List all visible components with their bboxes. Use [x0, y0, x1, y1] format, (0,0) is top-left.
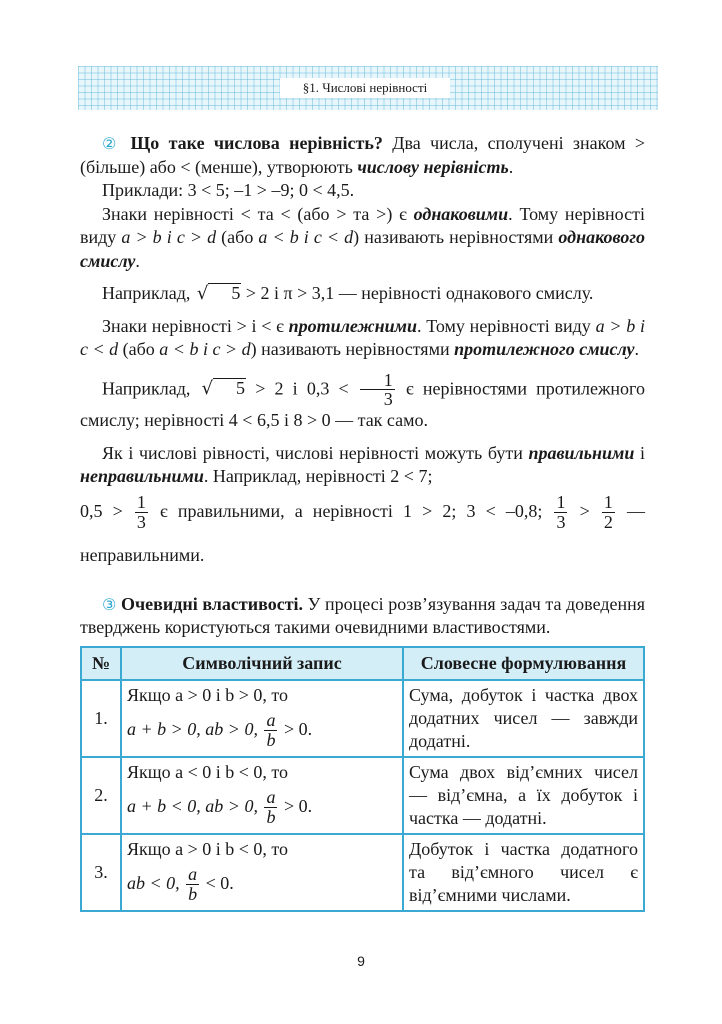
paragraph-obvious-properties: ③ Очевидні властивості. У процесі розв’язування задач та доведення тверджень користуються такими очевидними властивостями. [80, 593, 646, 638]
column-header-symbolic: Символічний запис [121, 647, 403, 680]
symbolic-cell: Якщо a > 0 і b > 0, то a + b > 0, ab > 0, $\frac{a}{b}$ > 0. [121, 680, 403, 757]
properties-heading: Очевидні властивості. [121, 593, 304, 614]
section-number-3-icon: ③ [102, 594, 117, 614]
verbal-cell: Сума двох від’ємних чисел — від’ємна, а їх добуток і частка — додатні. [403, 757, 644, 834]
example-same-sense: Наприклад, √ 5 > 2 і π > 3,1 — нерівності однакового смислу. [102, 283, 594, 304]
fraction-one-third: $\frac{1}{3}$ [360, 371, 395, 410]
symbolic-cell: Якщо a > 0 і b < 0, то ab < 0, $\frac{a}{b}$ < 0. [121, 834, 403, 911]
sqrt-sign-icon: √ [196, 283, 209, 304]
verbal-cell: Добуток і частка додатного та від’ємного чисел є від’ємними числами. [403, 834, 644, 911]
example-opposite-sense: Наприклад, √ 5 > 2 і 0,3 < $\frac{1}{3}$ є нерівностями протилежного смислу; нерівності 4 < 6,5 і 8 > 0 — так само. [80, 369, 645, 431]
section-number-2-icon: ② [102, 134, 122, 153]
page-number: 9 [357, 953, 365, 969]
paragraph-numeric-inequality: ② Що таке числова нерівність? Два числа, сполучені знаком > (більше) або < (менше), утворюють числову нерівність. [80, 133, 646, 177]
column-header-number: № [81, 647, 121, 680]
verbal-cell: Сума, добуток і частка двох додатних чисел — завжди додатні. [403, 680, 644, 757]
question-heading: Що таке числова нерівність? [130, 133, 383, 153]
paragraph-true-false: Як і числові рівності, числові нерівності можуть бути правильними і неправильними. Наприклад, нерівності 2 < 7; [80, 442, 645, 487]
column-header-verbal: Словесне формулювання [403, 647, 644, 680]
term-numeric-inequality: числову нерівність [357, 156, 509, 177]
sqrt-sign-icon: √ [201, 378, 214, 400]
symbolic-cell: Якщо a < 0 і b < 0, то a + b < 0, ab > 0, $\frac{a}{b}$ > 0. [121, 757, 403, 834]
paragraph-same-sense: Знаки нерівності < та < (або > та >) є однаковими. Тому нерівності виду a > b і c > d (або a < b і c < d) називають нерівностями однакового смислу. [80, 203, 645, 271]
page-content [80, 132, 645, 912]
table-header-row [81, 647, 644, 680]
examples-line: Приклади: 3 < 5; –1 > –9; 0 < 4,5. [102, 180, 355, 200]
table-row: 3. Якщо a > 0 і b < 0, то ab < 0, $\frac{a}{b}$ < 0. Добуток і частка додатного та від’ємного чисел є від’ємними числами. [81, 834, 644, 911]
running-header: §1. Числові нерівності [280, 78, 450, 98]
sqrt-radicand: 5 [208, 283, 241, 302]
properties-table [80, 646, 645, 912]
table-row: 1. Якщо a > 0 і b > 0, то a + b > 0, ab > 0, $\frac{a}{b}$ > 0. Сума, добуток і частка двох додатних чисел — завжди додатні. [81, 680, 644, 757]
table-row: 2. Якщо a < 0 і b < 0, то a + b < 0, ab > 0, $\frac{a}{b}$ > 0. Сума двох від’ємних чисел — від’ємна, а їх добуток і частка — додатні. [81, 757, 644, 834]
line-true-false-examples: 0,5 > $\frac{1}{3}$ є правильними, а нерівності 1 > 2; 3 < –0,8; $\frac{1}{3}$ > $\frac{1}{2}$ — неправильними. [80, 492, 645, 565]
paragraph-opposite-sense: Знаки нерівності > і < є протилежними. Тому нерівності виду a > b і c < d (або a < b і c > d) називають нерівностями протилежного смислу. [80, 315, 645, 359]
